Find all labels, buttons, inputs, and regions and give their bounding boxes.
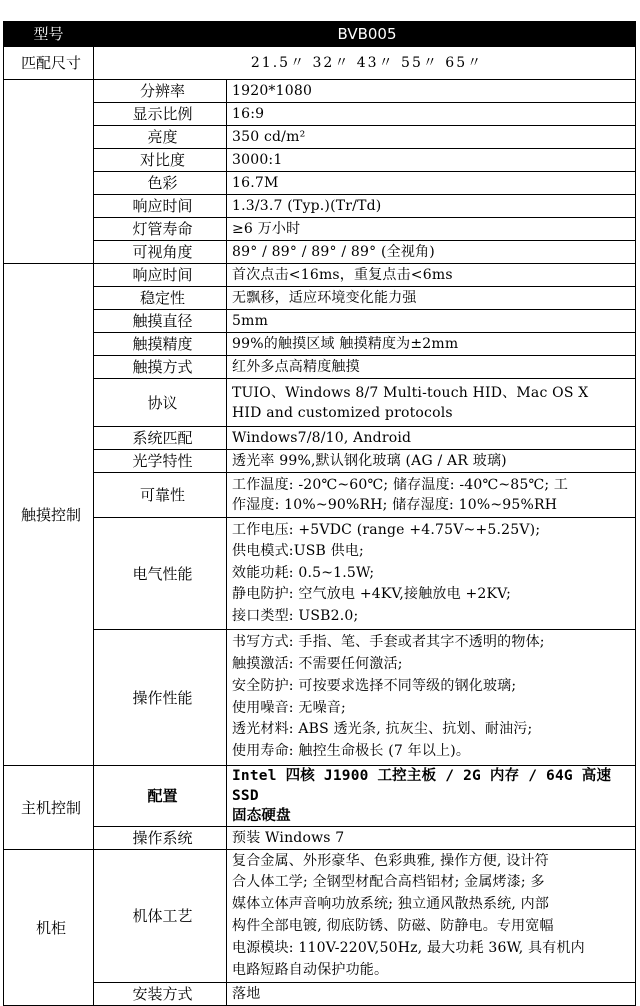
host-row	[4, 827, 636, 850]
row-value	[227, 850, 636, 983]
value-line: 工作温度: -20℃~60℃; 储存温度: -40℃~85℃; 工	[232, 477, 569, 493]
value-line: 效能功耗: 0.5~1.5W;	[232, 564, 375, 581]
row-key: 色彩	[94, 172, 227, 195]
row-key: 操作系统	[94, 827, 227, 850]
value-line: 使用寿命: 触控生命极长 (7 年以上)。	[232, 743, 471, 760]
touch-row	[4, 630, 636, 766]
host-category: 主机控制	[4, 766, 94, 850]
display-row	[4, 149, 636, 172]
row-key: 触摸方式	[94, 356, 227, 379]
row-value: ≥6 万小时	[227, 218, 636, 241]
host-row	[4, 766, 636, 827]
row-key: 稳定性	[94, 287, 227, 310]
row-value	[227, 473, 636, 518]
row-key: 亮度	[94, 126, 227, 149]
touch-row	[4, 356, 636, 379]
display-row	[4, 126, 636, 149]
sizes-label: 匹配尺寸	[4, 47, 94, 80]
value-line: 供电模式:USB 供电;	[232, 543, 364, 560]
row-value	[227, 630, 636, 766]
touch-row	[4, 379, 636, 427]
row-key: 灯管寿命	[94, 218, 227, 241]
value-line: 合人体工学; 全钢型材配合高档铝材; 金属烤漆; 多	[232, 874, 545, 891]
model-value: BVB005	[94, 22, 636, 47]
row-key: 电气性能	[94, 518, 227, 630]
sizes-value: 21.5〃 32〃 43〃 55〃 65〃	[94, 47, 636, 80]
display-row	[4, 218, 636, 241]
touch-row	[4, 450, 636, 473]
value-line: 使用噪音: 无噪音;	[232, 699, 346, 716]
row-key: 触摸精度	[94, 333, 227, 356]
value-line: 接口类型: USB2.0;	[232, 607, 359, 624]
row-value: 3000:1	[227, 149, 636, 172]
row-key: 显示比例	[94, 103, 227, 126]
row-key: 配置	[94, 766, 227, 827]
value-line: 复合金属、外形豪华、色彩典雅, 操作方便, 设计符	[232, 852, 549, 869]
row-key: 可视角度	[94, 241, 227, 264]
header-row	[4, 22, 636, 47]
row-key: 安装方式	[94, 983, 227, 1006]
value-line: 作湿度: 10%~90%RH; 储存湿度: 10%~95%RH	[232, 497, 558, 513]
display-row	[4, 172, 636, 195]
row-key: 系统匹配	[94, 427, 227, 450]
value-line: 电源模块: 110V-220V,50Hz, 最大功耗 36W, 具有机内	[232, 939, 585, 956]
value-line: 媒体立体声音响功放系统; 独立通风散热系统, 内部	[232, 896, 550, 913]
value-line: 固态硬盘	[232, 808, 291, 824]
row-key: 对比度	[94, 149, 227, 172]
row-key: 分辨率	[94, 80, 227, 103]
row-value	[227, 766, 636, 827]
row-key: 操作性能	[94, 630, 227, 766]
row-value: 89° / 89° / 89° / 89° (全视角)	[227, 241, 636, 264]
row-value: 无飘移，适应环境变化能力强	[227, 287, 636, 310]
row-value	[227, 518, 636, 630]
row-key: 触摸直径	[94, 310, 227, 333]
value-line: TUIO、Windows 8/7 Multi-touch HID、Mac OS X	[232, 384, 589, 401]
row-key: 响应时间	[94, 195, 227, 218]
row-value: 红外多点高精度触摸	[227, 356, 636, 379]
touch-row	[4, 287, 636, 310]
display-row	[4, 103, 636, 126]
sizes-row	[4, 47, 636, 80]
value-line: 书写方式: 手指、笔、手套或者其字不透明的物体;	[232, 634, 545, 651]
row-value: 透光率 99%,默认钢化玻璃 (AG / AR 玻璃)	[227, 450, 636, 473]
touch-row	[4, 310, 636, 333]
value-line: 工作电压: +5VDC (range +4.75V~+5.25V);	[232, 521, 541, 538]
row-key: 响应时间	[94, 264, 227, 287]
row-value: 1.3/3.7 (Typ.)(Tr/Td)	[227, 195, 636, 218]
row-value: 16:9	[227, 103, 636, 126]
value-line: 构件全部电镀, 彻底防锈、防磁、防静电。专用宽幅	[232, 918, 554, 934]
row-key: 光学特性	[94, 450, 227, 473]
value-line: 电路短路自动保护功能。	[232, 961, 389, 978]
row-key: 机体工艺	[94, 850, 227, 983]
touch-category: 触摸控制	[4, 264, 94, 766]
row-value: 16.7M	[227, 172, 636, 195]
row-value	[227, 379, 636, 427]
row-value: Windows7/8/10, Android	[227, 427, 636, 450]
row-key: 可靠性	[94, 473, 227, 518]
value-line: 安全防护: 可按要求选择不同等级的钢化玻璃;	[232, 677, 517, 694]
value-line: Intel 四核 J1900 工控主板 / 2G 内存 / 64G 高速 SSD	[232, 768, 612, 804]
value-line: HID and customized protocols	[232, 404, 453, 421]
display-category	[4, 80, 94, 264]
touch-row	[4, 427, 636, 450]
row-value: 1920*1080	[227, 80, 636, 103]
display-row	[4, 80, 636, 103]
display-row	[4, 195, 636, 218]
row-key: 协议	[94, 379, 227, 427]
cabinet-category: 机柜	[4, 850, 94, 1006]
value-line: 触摸激活: 不需要任何激活;	[232, 655, 403, 672]
row-value: 预装 Windows 7	[227, 827, 636, 850]
model-label: 型号	[4, 22, 94, 47]
touch-row	[4, 264, 636, 287]
spec-table	[3, 21, 636, 1006]
row-value: 99%的触摸区域 触摸精度为±2mm	[227, 333, 636, 356]
cabinet-row	[4, 850, 636, 983]
display-row	[4, 241, 636, 264]
touch-row	[4, 473, 636, 518]
row-value: 5mm	[227, 310, 636, 333]
row-value: 首次点击<16ms，重复点击<6ms	[227, 264, 636, 287]
touch-row	[4, 518, 636, 630]
value-line: 静电防护: 空气放电 +4KV,接触放电 +2KV;	[232, 586, 511, 603]
row-value: 落地	[227, 983, 636, 1006]
row-value: 350 cd/m²	[227, 126, 636, 149]
touch-row	[4, 333, 636, 356]
value-line: 透光材料: ABS 透光条, 抗灰尘、抗划、耐油污;	[232, 721, 533, 738]
